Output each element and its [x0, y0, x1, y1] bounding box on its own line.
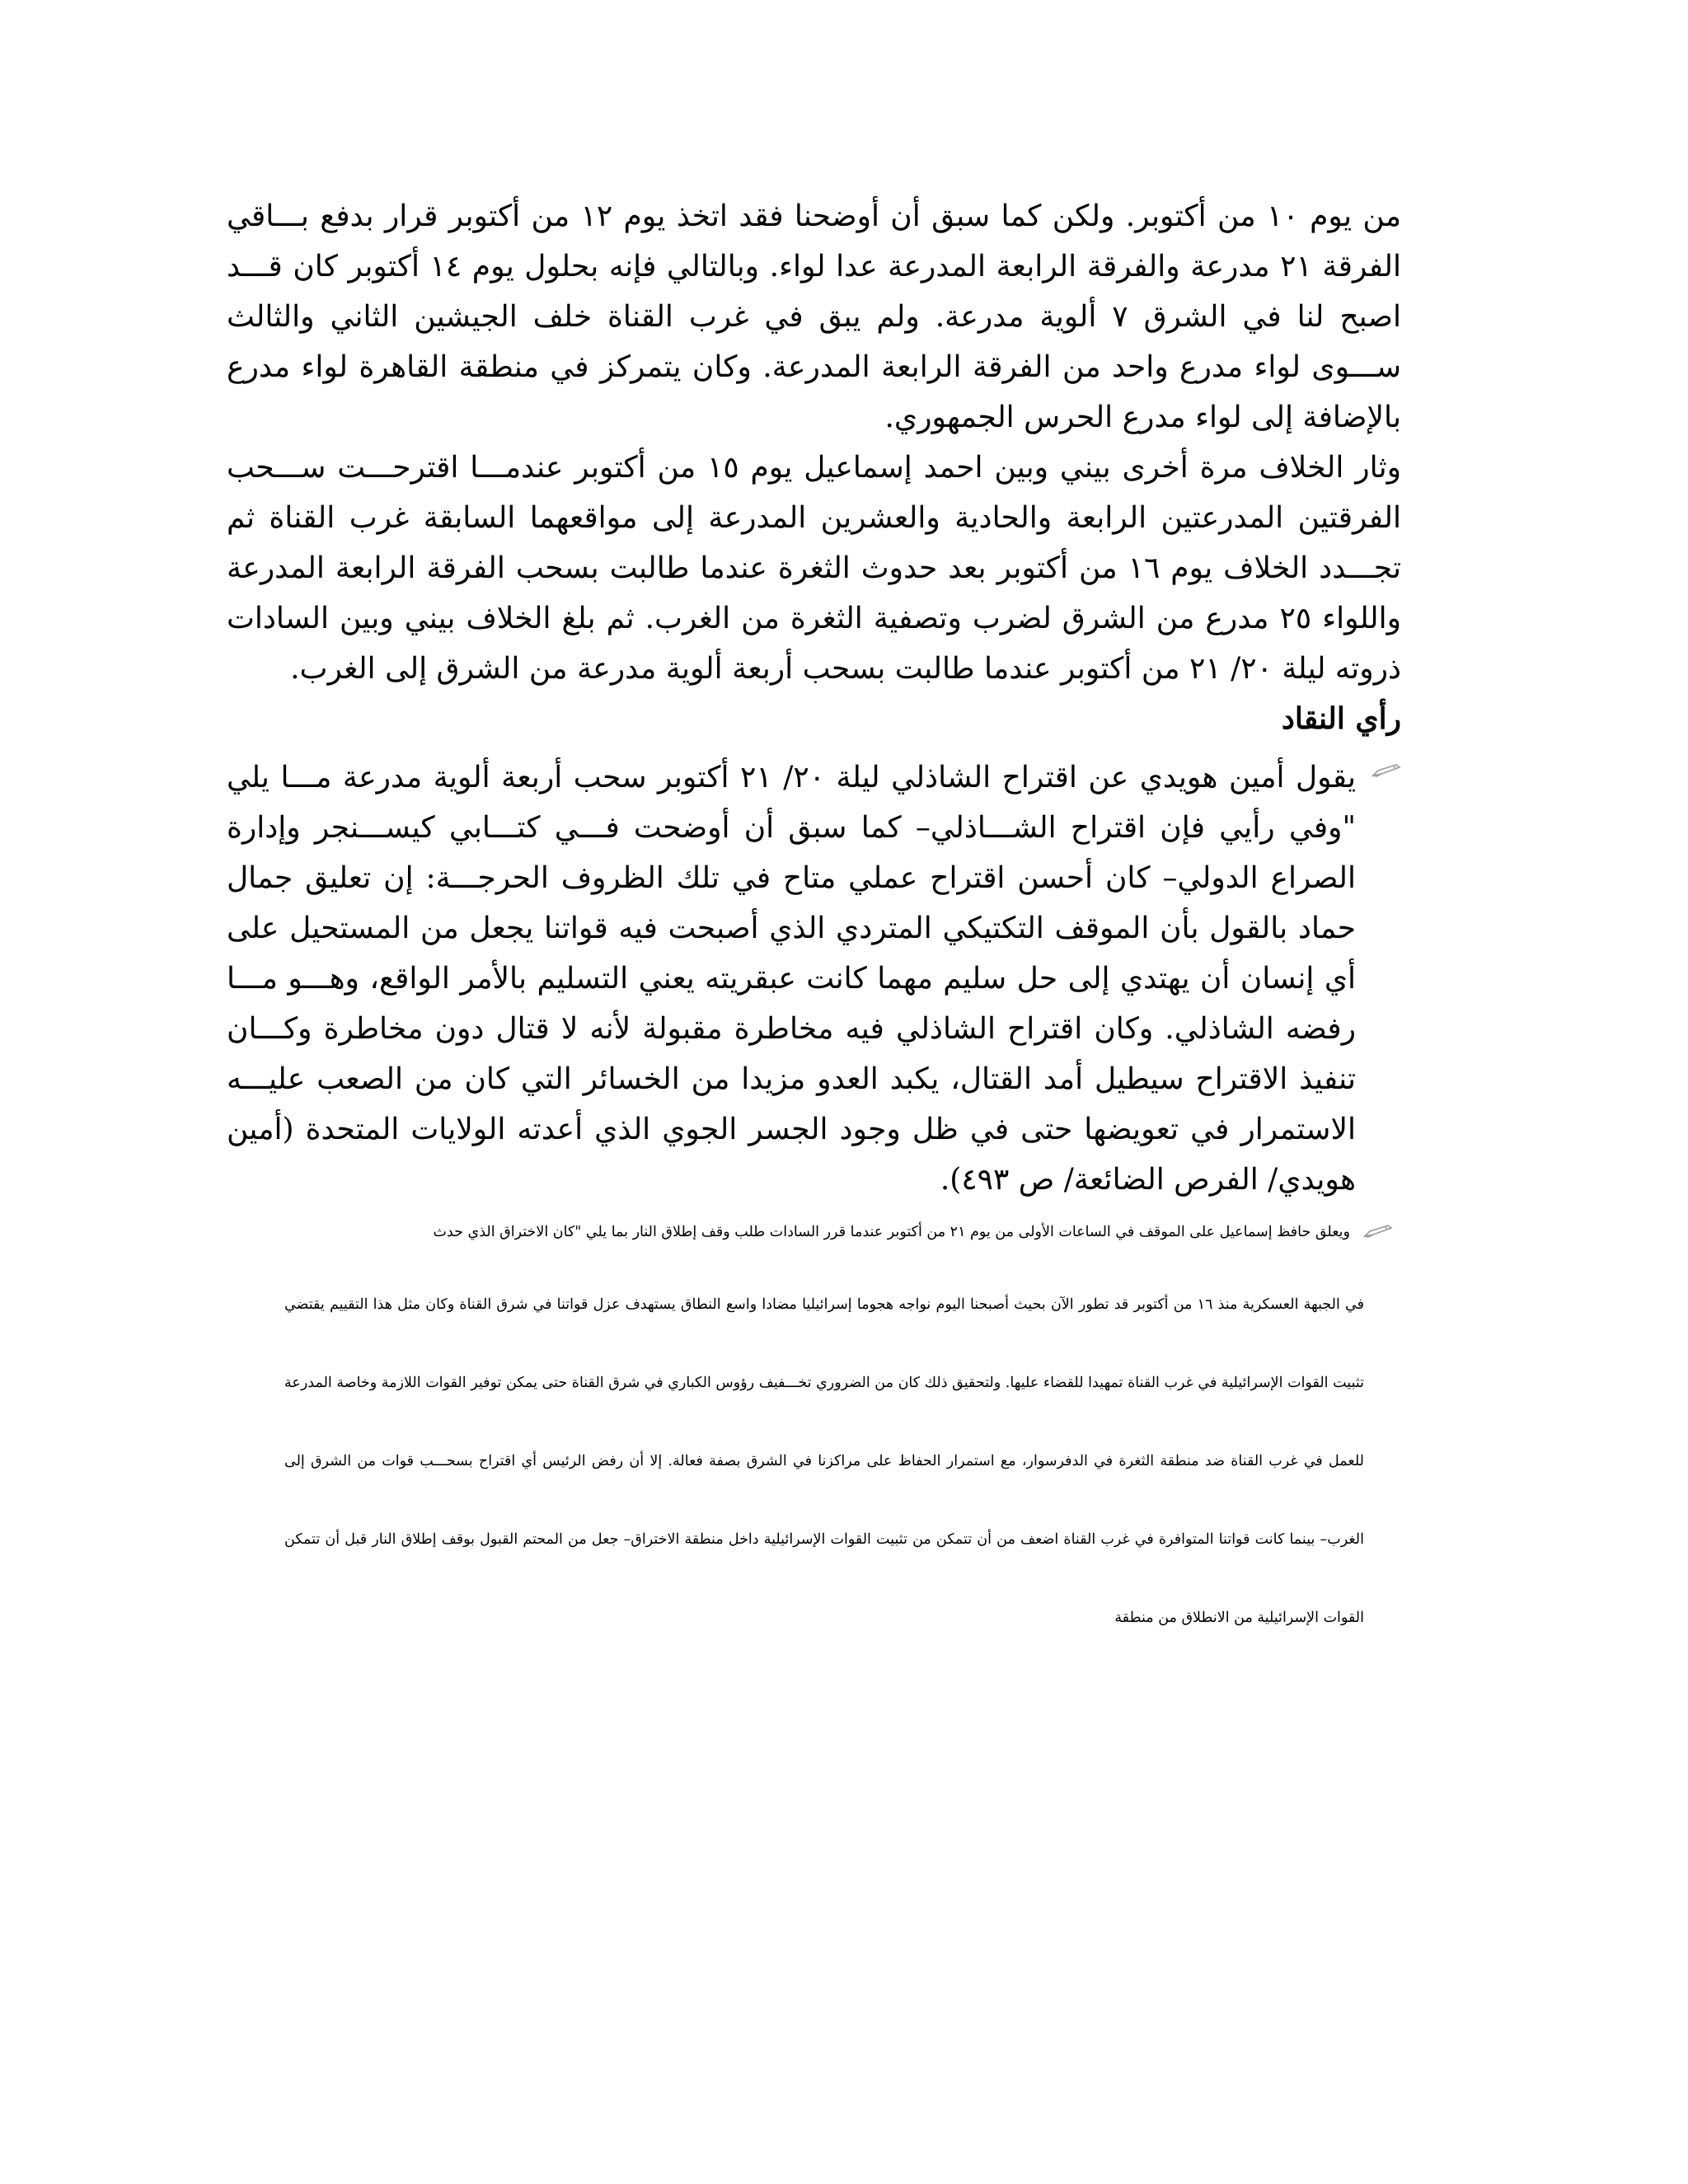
pencil-icon — [1372, 762, 1401, 779]
quote-hafez-first-text: ويعلق حافظ إسماعيل على الموقف في الساعات الأولى من يوم ٢١ من أكتوبر عندما قرر السادات طلب وقف إطلاق النار بما يلي "كان الاختراق الذي حدث — [433, 1224, 1350, 1240]
paragraph-dispute: وثار الخلاف مرة أخرى بيني وبين احمد إسماعيل يوم ١٥ من أكتوبر عندمـــا اقترحـــت ســـحب الفرقتين المدرعتين الرابعة والحادية والعشرين المدرعة إلى مواقعهما السابقة غرب القناة ثم تجـــدد الخلاف يوم ١٦ من أكتوبر بعد حدوث الثغرة عندما طالبت بسحب الفرقة الرابعة المدرعة واللواء ٢٥ مدرع من الشرق لضرب وتصفية الثغرة من الغرب. ثم بلغ الخلاف بيني وبين السادات ذروته ليلة ٢٠/ ٢١ من أكتوبر عندما طالبت بسحب أربعة ألوية مدرعة من الشرق إلى الغرب. — [227, 451, 1402, 686]
document-page — [227, 191, 1401, 1672]
quote-hafez-first-line — [227, 1220, 1401, 1244]
pencil-icon — [1363, 1223, 1393, 1240]
quote-huwaidi-text: يقول أمين هويدي عن اقتراح الشاذلي ليلة ٢٠/ ٢١ أكتوبر سحب أربعة ألوية مدرعة مـــا يلي "وفي رأيي فإن اقتراح الشـــاذلي– كما سبق أن أوضحت فـــي كتـــابي كيســـنجر وإدارة الصراع الدولي– كان أحسن اقتراح عملي متاح في تلك الظروف الحرجـــة: إن تعليق جمال حماد بالقول بأن الموقف التكتيكي المتردي الذي أصبحت فيه قواتنا يجعل من المستحيل على أي إنسان أن يهتدي إلى حل سليم مهما كانت عبقريته يعني التسليم بالأمر الواقع، وهـــو مـــا رفضه الشاذلي. وكان اقتراح الشاذلي فيه مخاطرة مقبولة لأنه لا قتال دون مخاطرة وكـــان تنفيذ الاقتراح سيطيل أمد القتال، يكبد العدو مزيدا من الخسائر التي كان من الصعب عليـــه الاستمرار في تعويضها حتى في ظل وجود الجسر الجوي الذي أعدته الولايات المتحدة (أمين هويدي/ الفرص الضائعة/ ص ٤٩٣). — [227, 761, 1357, 1197]
quote-hafez — [227, 1220, 1401, 1657]
section-heading: رأي النقاد — [1281, 701, 1401, 736]
paragraph-intro: من يوم ١٠ من أكتوبر. ولكن كما سبق أن أوضحنا فقد اتخذ يوم ١٢ من أكتوبر قرار بدفع بـــاقي الفرقة ٢١ مدرعة والفرقة الرابعة المدرعة عدا لواء. وبالتالي فإنه بحلول يوم ١٤ أكتوبر كان قـــد اصبح لنا في الشرق ٧ ألوية مدرعة. ولم يبق في غرب القناة خلف الجيشين الثاني والثالث ســـوى لواء مدرع واحد من الفرقة الرابعة المدرعة. وكان يتمركز في منطقة القاهرة لواء مدرع بالإضافة إلى لواء مدرع الحرس الجمهوري. — [227, 199, 1402, 434]
quote-huwaidi — [227, 752, 1401, 1205]
quote-hafez-body: في الجبهة العسكرية منذ ١٦ من أكتوبر قد تطور الآن بحيث أصبحنا اليوم نواجه هجوما إسرائيليا مضادا واسع النطاق يستهدف عزل قواتنا في شرق القناة وكان مثل هذا التقييم يقتضي تثبيت القوات الإسرائيلية في غرب القناة تمهيدا للقضاء عليها. ولتحقيق ذلك كان من الضروري تخـــفيف رؤوس الكباري في شرق القناة حتى يمكن توفير القوات اللازمة وخاصة المدرعة للعمل في غرب القناة ضد منطقة الثغرة في الدفرسوار، مع استمرار الحفاظ على مراكزنا في الشرق بصفة فعالة. إلا أن رفض الرئيس أي اقتراح بسحـــب قوات من الشرق إلى الغرب– بينما كانت قواتنا المتوافرة في غرب القناة اضعف من أن تتمكن من تثبيت القوات الإسرائيلية داخل منطقة الاختراق– جعل من المحتم القبول بوقف إطلاق النار قبل أن تتمكن القوات الإسرائيلية من الانطلاق من منطقة — [284, 1296, 1364, 1626]
